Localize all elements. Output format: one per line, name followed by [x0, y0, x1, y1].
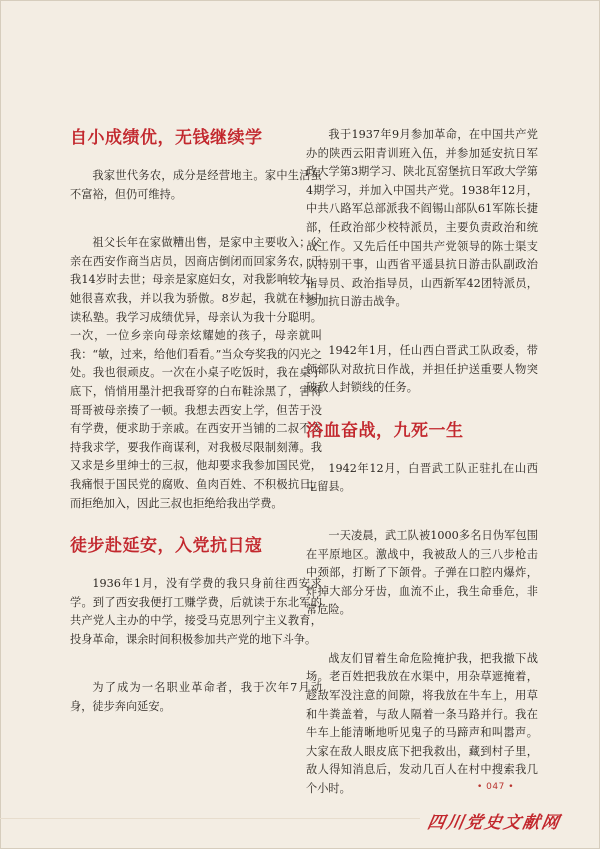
paragraph-joining-revolution: 我于1937年9月参加革命，在中国共产党办的陕西云阳青训班入伍，并参加延安抗日军政大学第3期学习、陕北瓦窑堡抗日军政大学第4期学习，并加入中国共产党。1938年12月，中共八路军总部派我不阎锡山部队61军陈长捷部，任政治部少校特派员，主要负责政治和统战工作。又先后任中国共产党领导的陈士渠支队特别干事，山西省平遥县抗日游击队副政治指导员、政治指导员，山西新军42团特派员，参加抗日游击战争。 — [306, 128, 538, 309]
section-heading-battle: 浴血奋战，九死一生 — [306, 420, 464, 441]
paragraph-rescue: 战友们冒着生命危险掩护我，把我撤下战场。老百姓把我放在水渠中，用杂草遮掩着，趁敌军没注意的间隙，将我放在牛车上，用草和牛粪盖着，与敌人隔着一条马路并行。我在牛车上能清晰地听见鬼子的马蹄声和叫嚣声。大家在敌人眼皮底下把我救出，藏到村子里，敌人得知消息后，发动几百人在村中搜索我几个小时。 — [306, 651, 538, 796]
brand-logo-text: 四川党史文献网 — [425, 813, 563, 833]
section-heading-yanan: 徒步赴延安，入党抗日寇 — [70, 536, 263, 557]
footer-rule — [0, 818, 420, 819]
right-column — [306, 126, 538, 799]
paragraph-xian-study: 1936年1月，没有学费的我只身前往西安求学。到了西安我便打工赚学费，后就读于东北军的共产党人主办的中学，接受马克思列宁主义教育，投身革命，课余时间积极参加共产党的地下斗争。 — [70, 577, 322, 646]
paragraph-family: 我家世代务农，成分是经营地主。家中生活虽不富裕，但仍可维持。 — [70, 169, 322, 201]
paragraph-work-team: 1942年1月，任山西白晋武工队政委，带领部队对敌抗日作战，并担任护送重要人物突破敌人封锁线的任务。 — [306, 343, 538, 395]
page-number: • 047 • — [477, 782, 515, 792]
paragraph-stationed: 1942年12月，白晋武工队正驻扎在山西屯留县。 — [306, 461, 538, 494]
section-heading-childhood: 自小成绩优，无钱继续学 — [70, 128, 263, 148]
paragraph-childhood: 祖父长年在家做糟出售，是家中主要收入；父亲在西安作商当店员，因商店倒闭而回家务农，于我14岁时去世；母亲是家庭妇女，对我影响较大，她很喜欢我，并以我为骄傲。8岁起，我就在村中读私塾。我学习成绩优异，母亲认为我十分聪明。一次，一位乡亲向母亲炫耀她的孩子，母亲就叫我：“敏，过来，给他们看看。”当众夸奖我的闪光之处。我也很顽皮。一次在小桌子吃饭时，我在桌子底下，悄悄用墨汁把我哥穿的白布鞋涂黑了，害得哥哥被母亲揍了一顿。我想去西安上学，但苦于没有学费，便求助于亲戚。在西安开当铺的二叔不支持我求学，要我作商谋利，对我极尽限制刻薄。我又求是乡里绅士的三叔，他却要求我参加国民党，我痛恨于国民党的腐败、鱼肉百姓、不积极抗日，而拒绝加入，因此三叔也拒绝给我出学费。 — [70, 236, 322, 510]
left-column — [70, 126, 322, 717]
paragraph-wounded: 一天凌晨，武工队被1000多名日伪军包围在平原地区。激战中，我被敌人的三八步枪击中颈部，打断了下颌骨。子弹在口腔内爆炸，炸掉大部分牙齿，血流不止，我生命垂危，非常危险。 — [306, 528, 538, 617]
paragraph-walk-to-yanan: 为了成为一名职业革命者，我于次年7月动身，徒步奔向延安。 — [70, 681, 322, 714]
